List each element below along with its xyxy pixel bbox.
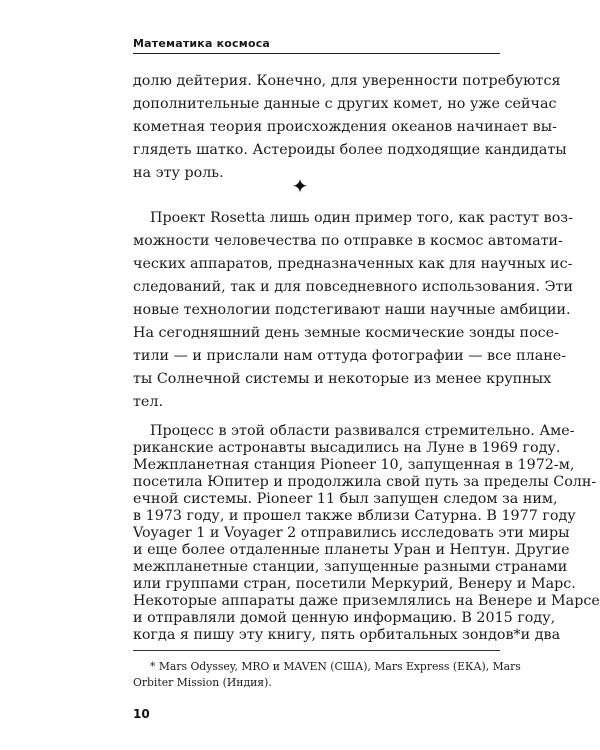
para2-line-6: На сегодняшний день земные космические зонды посе- [133,325,559,341]
para2-line-4: следований, так и для повседневного использования. Эти [133,279,573,295]
page-number: 10 [133,707,150,721]
para3-line-3: Межпланетная станция Pioneer 10, запущенная в 1972-м, [133,457,575,473]
para3-line-1: Процесс в этой области развивался стремительно. Аме- [150,423,575,439]
section-break-star-icon: ✦ [291,174,309,198]
para3-line-7: Voyager 1 и Voyager 2 отправились исследовать эти миры [133,525,570,541]
footnote-rule [133,650,500,651]
para3-line-12: и отправляли домой ценную информацию. В 2015 году, [133,610,556,626]
para3-line-2: риканские астронавты высадились на Луне в 1969 году. [133,440,561,456]
para3-line-4: посетила Юпитер и продолжила свой путь за пределы Солн- [133,474,597,490]
para3-line-8: и еще более отдаленные планеты Уран и Нептун. Другие [133,542,570,558]
header-rule [133,53,500,54]
para3-line-5: ечной системы. Pioneer 11 был запущен следом за ним, [133,491,558,507]
para2-line-7: тили — и прислали нам оттуда фотографии — все плане- [133,348,567,364]
para1-line-5: на эту роль. [133,165,224,181]
para2-line-8: ты Солнечной системы и некоторые из менее крупных [133,371,552,387]
para1-line-2: дополнительные данные с других комет, но уже сейчас [133,96,557,112]
para3-line-13: когда я пишу эту книгу, пять орбитальных зондов*и два [133,627,561,643]
para2-line-3: ческих аппаратов, предназначенных как для научных ис- [133,256,573,272]
para2-line-2: можности человечества по отправке в космос автомати- [133,233,563,249]
footnote-line-1: * Mars Odyssey, MRO и MAVEN (США), Mars Express (ЕКА), Mars [150,660,521,673]
footnote-line-2: Orbiter Mission (Индия). [133,676,272,689]
para1-line-3: кометная теория происхождения океанов начинает вы- [133,119,557,135]
para1-line-1: долю дейтерия. Конечно, для уверенности потребуются [133,73,561,89]
para2-line-1: Проект Rosetta лишь один пример того, как растут воз- [150,210,573,226]
para3-line-10: или группами стран, посетили Меркурий, Венеру и Марс. [133,576,576,592]
para3-line-6: в 1973 году, и прошел также вблизи Сатурна. В 1977 году [133,508,576,524]
para2-line-9: тел. [133,394,163,410]
para1-line-4: глядеть шатко. Астероиды более подходящие кандидаты [133,142,567,158]
running-title: Математика космоса [133,37,271,50]
para3-line-11: Некоторые аппараты даже приземлялись на Венере и Марсе [133,593,600,609]
para2-line-5: новые технологии подстегивают наши научные амбиции. [133,302,571,318]
para3-line-9: межпланетные станции, запущенные разными странами [133,559,568,575]
